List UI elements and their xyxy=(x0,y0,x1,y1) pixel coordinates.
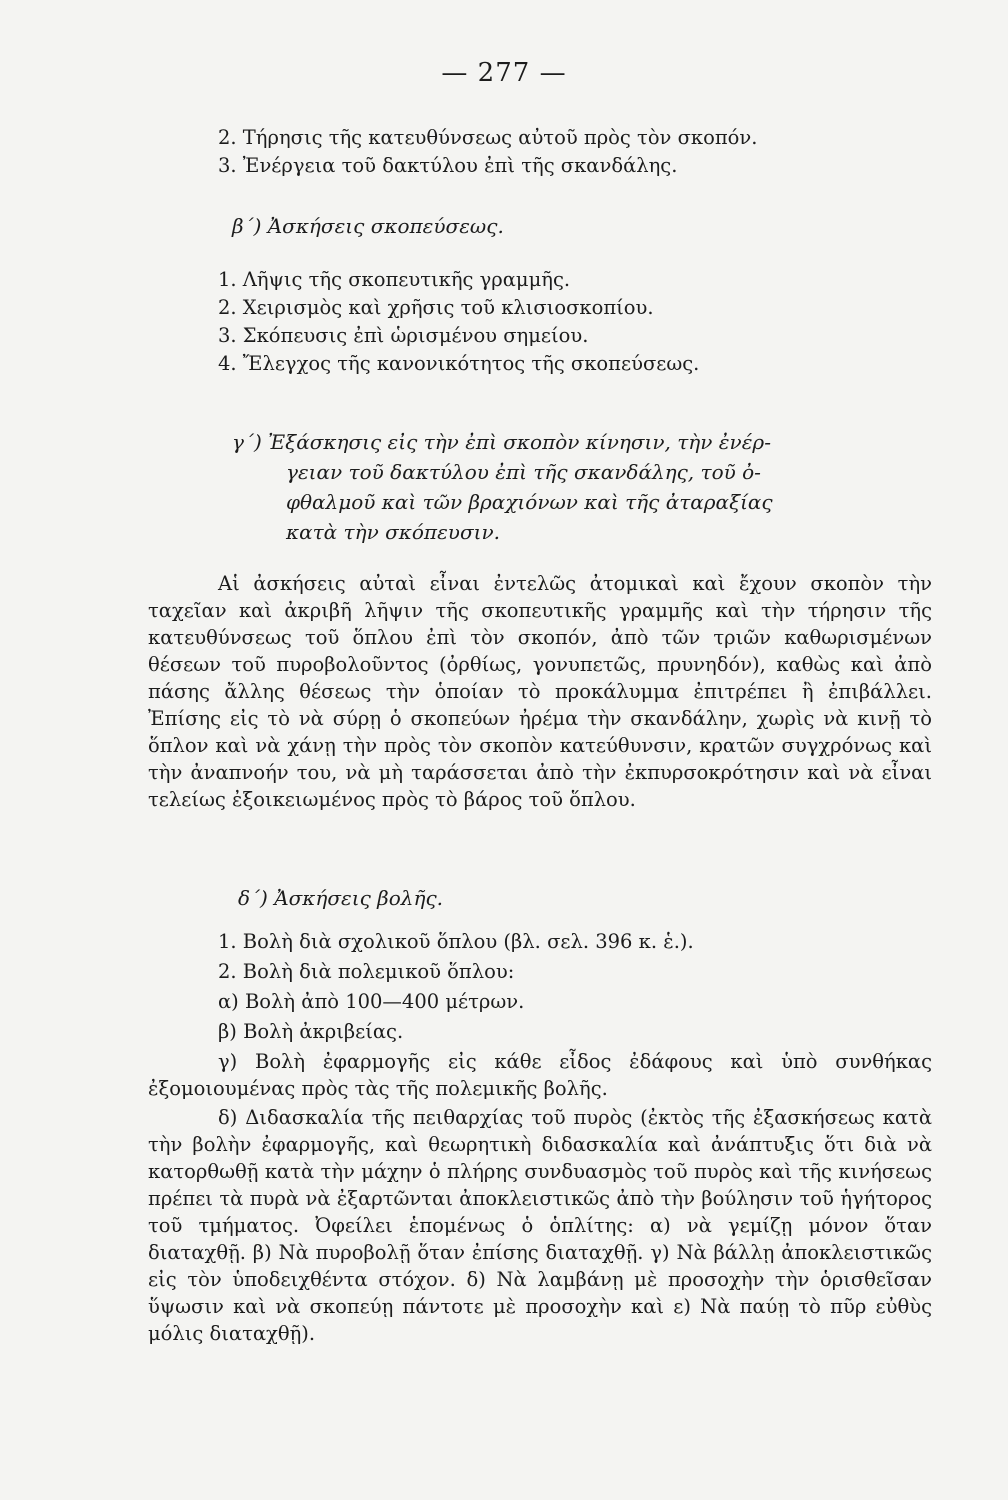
section-c-heading: γ΄) Ἐξάσκησις εἰς τὴν ἐπὶ σκοπὸν κίνησιν, τὴν ἐνέρ- xyxy=(232,430,771,454)
list-item: 4. Ἔλεγχος τῆς κανονικότητος τῆς σκοπεύσεως. xyxy=(218,352,700,375)
section-c-heading: φθαλμοῦ καὶ τῶν βραχιόνων καὶ τῆς ἀταραξίας xyxy=(286,490,773,514)
paragraph-text: γ) Βολὴ ἐφαρμογῆς εἰς κάθε εἶδος ἐδάφους καὶ ὑπὸ συνθήκας ἐξομοιουμένας πρὸς τὰς τῆς πολεμικῆς βολῆς. xyxy=(148,1050,932,1100)
paragraph-text: Αἱ ἀσκήσεις αὐταὶ εἶναι ἐντελῶς ἀτομικαὶ καὶ ἔχουν σκοπὸν τὴν ταχεῖαν καὶ ἀκριβῆ λῆψιν τῆς σκοπευτικῆς γραμμῆς καὶ τὴν τήρησιν τῆς κατευθύνσεως τοῦ ὅπλου ἐπὶ τὸν σκοπόν, ἀπὸ τῶν τριῶν καθωρισμένων θέσεων τοῦ πυροβολοῦντος (ὀρθίως, γονυπετῶς, πρυνηδόν), καθὼς καὶ ἀπὸ πάσης ἄλλης θέσεως τὴν ὁποίαν τὸ προκάλυμμα ἐπιτρέπει ἢ ἐπιβάλλει. Ἐπίσης εἰς τὸ νὰ σύρῃ ὁ σκοπεύων ἠρέμα τὴν σκανδάλην, χωρὶς νὰ κινῇ τὸ ὅπλον καὶ νὰ χάνῃ τὴν πρὸς τὸν σκοπὸν κατεύθυνσιν, κρατῶν συγχρόνως καὶ τὴν ἀναπνοήν του, νὰ μὴ ταράσσεται ἀπὸ τὴν ἐκπυρσοκρότησιν καὶ νὰ εἶναι τελείως ἐξοικειωμένος πρὸς τὸ βάρος τοῦ ὅπλου. xyxy=(148,572,932,811)
list-item-g xyxy=(148,1048,932,1102)
list-item: 2. Βολὴ διὰ πολεμικοῦ ὅπλου: xyxy=(218,960,515,983)
list-item: 3. Σκόπευσις ἐπὶ ὡρισμένου σημείου. xyxy=(218,324,589,347)
list-item: β) Βολὴ ἀκριβείας. xyxy=(218,1020,404,1043)
section-b-heading: β΄) Ἀσκήσεις σκοπεύσεως. xyxy=(232,214,504,238)
list-item: 2. Τήρησις τῆς κατευθύνσεως αὐτοῦ πρὸς τὸν σκοπόν. xyxy=(218,126,758,149)
paragraph-text: δ) Διδασκαλία τῆς πειθαρχίας τοῦ πυρὸς (ἐκτὸς τῆς ἐξασκήσεως κατὰ τὴν βολὴν ἐφαρμογῆς, καὶ θεωρητικὴ διδασκαλία καὶ ἀνάπτυξις ὅτι διὰ νὰ κατορθωθῇ κατὰ τὴν μάχην ὁ πλήρης συνδυασμὸς τοῦ πυρὸς καὶ τῆς κινήσεως πρέπει τὰ πυρὰ νὰ ἐξαρτῶνται ἀποκλειστικῶς ἀπὸ τὴν βούλησιν τοῦ ἡγήτορος τοῦ τμήματος. Ὀφείλει ἑπομένως ὁ ὁπλίτης: α) νὰ γεμίζῃ μόνον ὅταν διαταχθῇ. β) Νὰ πυροβολῇ ὅταν ἐπίσης διαταχθῇ. γ) Νὰ βάλλῃ ἀποκλειστικῶς εἰς τὸν ὑποδειχθέντα στόχον. δ) Νὰ λαμβάνῃ μὲ προσοχὴν τὴν ὁρισθεῖσαν ὕψωσιν καὶ νὰ σκοπεύῃ πάντοτε μὲ προσοχὴν καὶ ε) Νὰ παύῃ τὸ πῦρ εὐθὺς μόλις διαταχθῇ). xyxy=(148,1106,932,1345)
list-item: 1. Βολὴ διὰ σχολικοῦ ὅπλου (βλ. σελ. 396 κ. ἑ.). xyxy=(218,930,694,953)
section-c-paragraph xyxy=(148,570,932,813)
section-c-heading: γειαν τοῦ δακτύλου ἐπὶ τῆς σκανδάλης, τοῦ ὀ- xyxy=(286,460,761,484)
section-c-heading: κατὰ τὴν σκόπευσιν. xyxy=(286,520,500,544)
section-d-heading: δ΄) Ἀσκήσεις βολῆς. xyxy=(238,886,443,910)
list-item: 2. Χειρισμὸς καὶ χρῆσις τοῦ κλισιοσκοπίου. xyxy=(218,296,654,319)
list-item: 3. Ἐνέργεια τοῦ δακτύλου ἐπὶ τῆς σκανδάλης. xyxy=(218,154,678,177)
page-number: — 277 — xyxy=(441,58,567,88)
list-item: 1. Λῆψις τῆς σκοπευτικῆς γραμμῆς. xyxy=(218,268,571,291)
list-item: α) Βολὴ ἀπὸ 100—400 μέτρων. xyxy=(218,990,525,1013)
list-item-d xyxy=(148,1104,932,1347)
